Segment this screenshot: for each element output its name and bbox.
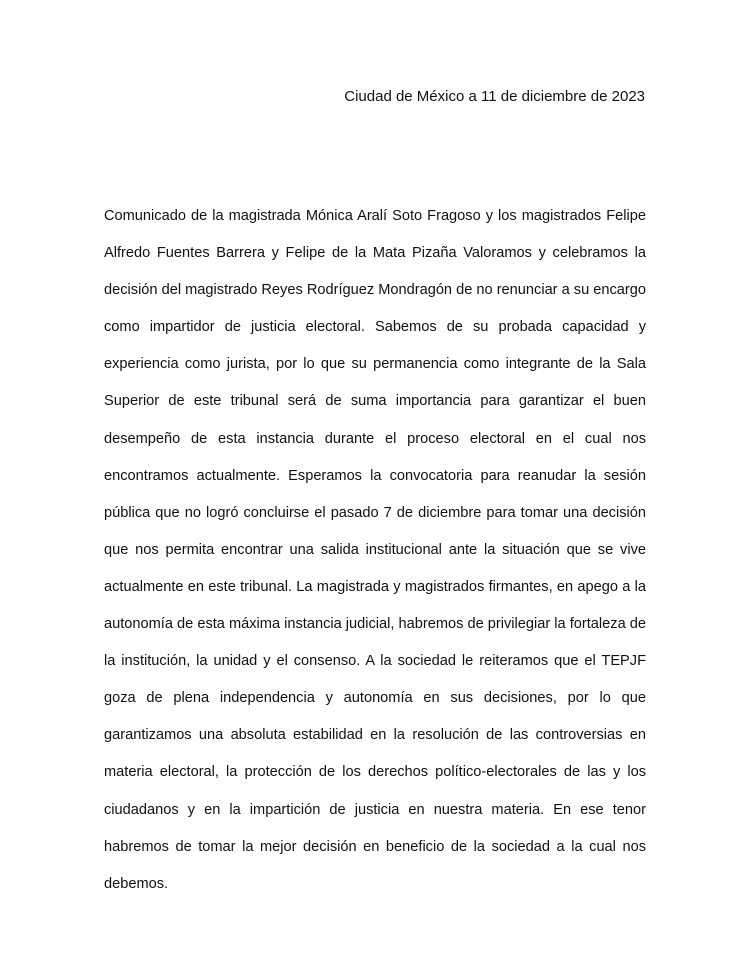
date-line: Ciudad de México a 11 de diciembre de 2023: [344, 88, 645, 105]
statement-body: Comunicado de la magistrada Mónica Aralí Soto Fragoso y los magistrados Felipe Alfredo Fuentes Barrera y Felipe de la Mata Pizaña Valoramos y celebramos la decisión del magistrado Reyes Rodríguez Mondragón de no renunciar a su encargo como impartidor de justicia electoral. Sabemos de su probada capacidad y experiencia como jurista, por lo que su permanencia como integrante de la Sala Superior de este tribunal será de suma importancia para garantizar el buen desempeño de esta instancia durante el proceso electoral en el cual nos encontramos actualmente. Esperamos la convocatoria para reanudar la sesión pública que no logró concluirse el pasado 7 de diciembre para tomar una decisión que nos permita encontrar una salida institucional ante la situación que se vive actualmente en este tribunal. La magistrada y magistrados firmantes, en apego a la autonomía de esta máxima instancia judicial, habremos de privilegiar la fortaleza de la institución, la unidad y el consenso. A la sociedad le reiteramos que el TEPJF goza de plena independencia y autonomía en sus decisiones, por lo que garantizamos una absoluta estabilidad en la resolución de las controversias en materia electoral, la protección de los derechos político-electorales de las y los ciudadanos y en la impartición de justicia en nuestra materia. En ese tenor habremos de tomar la mejor decisión en beneficio de la sociedad a la cual nos debemos.: [104, 208, 646, 892]
